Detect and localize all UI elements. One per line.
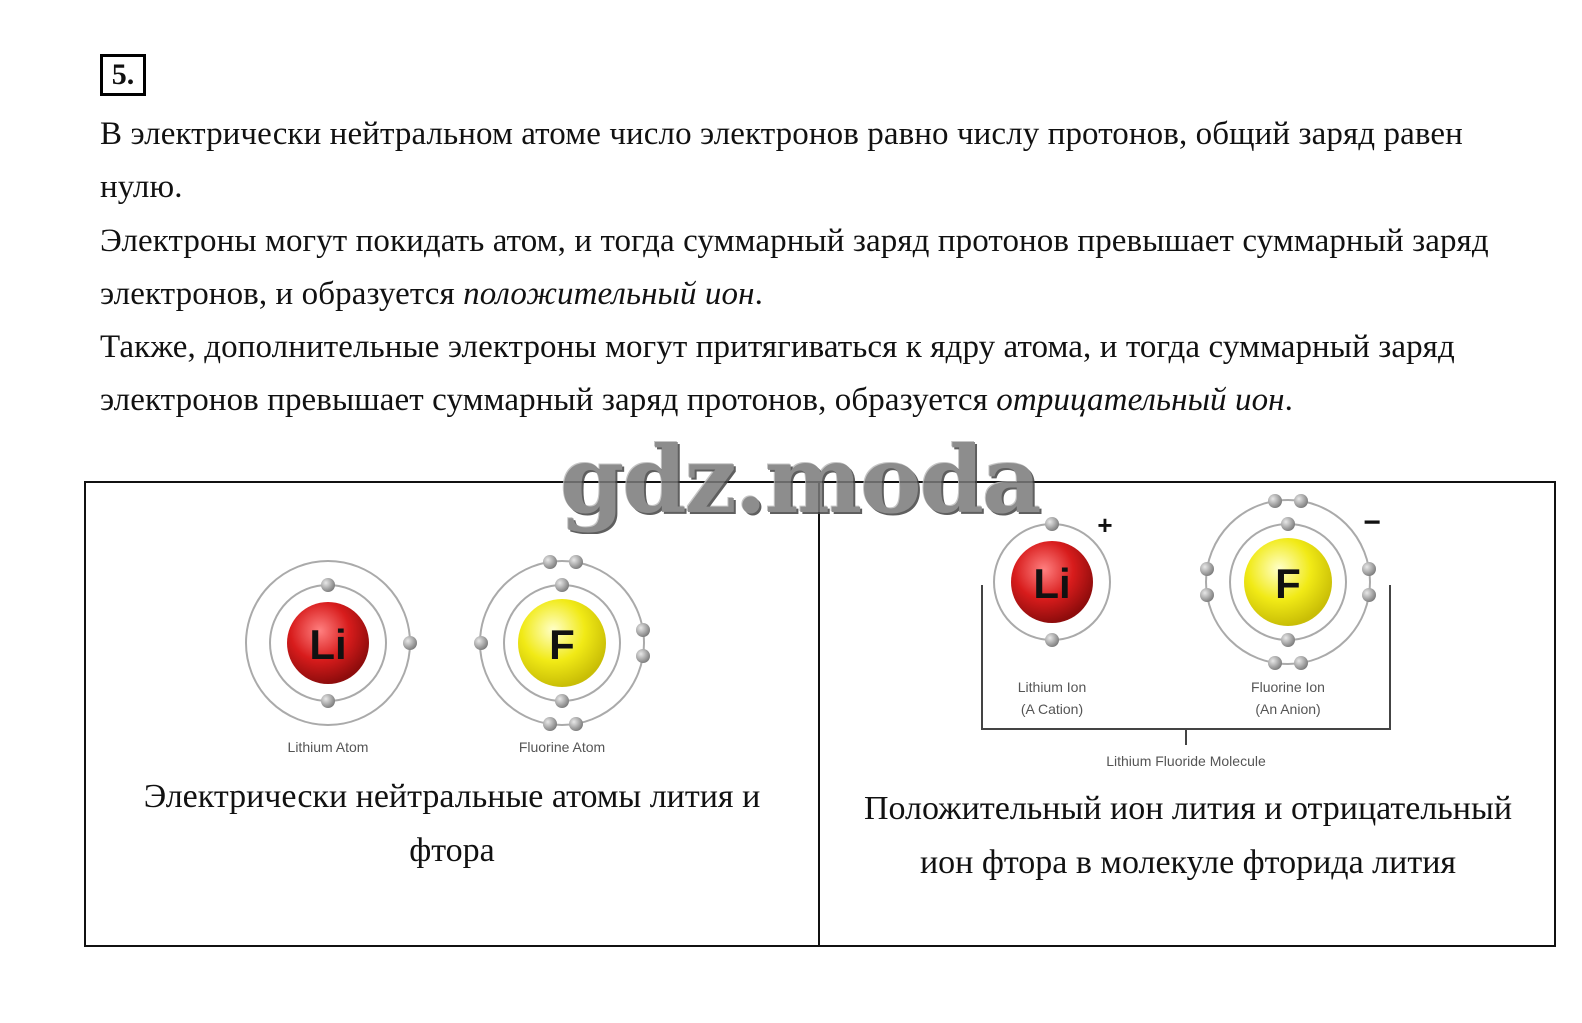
electron	[569, 555, 583, 569]
term-negative-ion: отрицательный ион	[996, 382, 1285, 419]
lithium-ion	[994, 510, 1113, 717]
electron	[1362, 588, 1376, 602]
li-symbol: Li	[309, 621, 347, 668]
electron	[636, 649, 650, 663]
fluorine-atom	[474, 555, 650, 755]
electron	[555, 578, 569, 592]
electron	[1200, 562, 1214, 576]
electron	[1045, 633, 1059, 647]
period: .	[754, 275, 763, 312]
right-caption: Положительный ион лития и отрицательный ион фтора в молекуле фторида лития	[863, 790, 1513, 881]
lithium-atom	[246, 561, 417, 755]
molecule-label: Lithium Fluoride Molecule	[1106, 753, 1266, 769]
electron	[321, 578, 335, 592]
electron	[1200, 588, 1214, 602]
plus-charge: +	[1097, 510, 1113, 540]
electron	[569, 717, 583, 731]
electron	[1268, 494, 1282, 508]
electron	[1294, 656, 1308, 670]
fluorine-atom-label: Fluorine Atom	[518, 739, 606, 755]
task-number: 5.	[100, 54, 146, 96]
electron	[1362, 562, 1376, 576]
term-positive-ion: положительный ион	[463, 275, 755, 312]
lithium-ion-sublabel: (A Cation)	[1020, 701, 1084, 717]
electron	[636, 623, 650, 637]
lithium-atom-label: Lithium Atom	[287, 739, 369, 755]
fluorine-ion-sublabel: (An Anion)	[1255, 701, 1321, 717]
minus-charge: −	[1363, 506, 1381, 539]
electron	[1281, 633, 1295, 647]
electron	[543, 555, 557, 569]
period: .	[1284, 382, 1293, 419]
electron	[1268, 656, 1282, 670]
f-symbol: F	[549, 621, 575, 668]
fluorine-ion-label: Fluorine Ion	[1251, 679, 1325, 695]
electron	[555, 694, 569, 708]
li-ion-symbol: Li	[1033, 560, 1071, 607]
paragraph-negative-text: Также, дополнительные электроны могут притягиваться к ядру атома, и тогда суммарный заряд электронов превышает суммарный заряд протонов, образуется	[100, 329, 1455, 419]
electron	[403, 636, 417, 650]
fluorine-ion	[1200, 494, 1381, 717]
electron	[474, 636, 488, 650]
electron	[321, 694, 335, 708]
watermark: gdz.moda	[560, 426, 1040, 534]
lithium-ion-label: Lithium Ion	[1017, 679, 1087, 695]
electron	[543, 717, 557, 731]
electron	[1045, 517, 1059, 531]
electron	[1281, 517, 1295, 531]
electron	[1294, 494, 1308, 508]
paragraph-positive-text: Электроны могут покидать атом, и тогда суммарный заряд протонов превышает суммарный заряд электронов, и образуется	[100, 222, 1489, 312]
f-ion-symbol: F	[1275, 560, 1301, 607]
paragraph-neutral-atom: В электрически нейтральном атоме число электронов равно числу протонов, общий заряд равен нулю.	[100, 116, 1463, 206]
left-caption: Электрически нейтральные атомы лития и фтора	[143, 778, 761, 869]
